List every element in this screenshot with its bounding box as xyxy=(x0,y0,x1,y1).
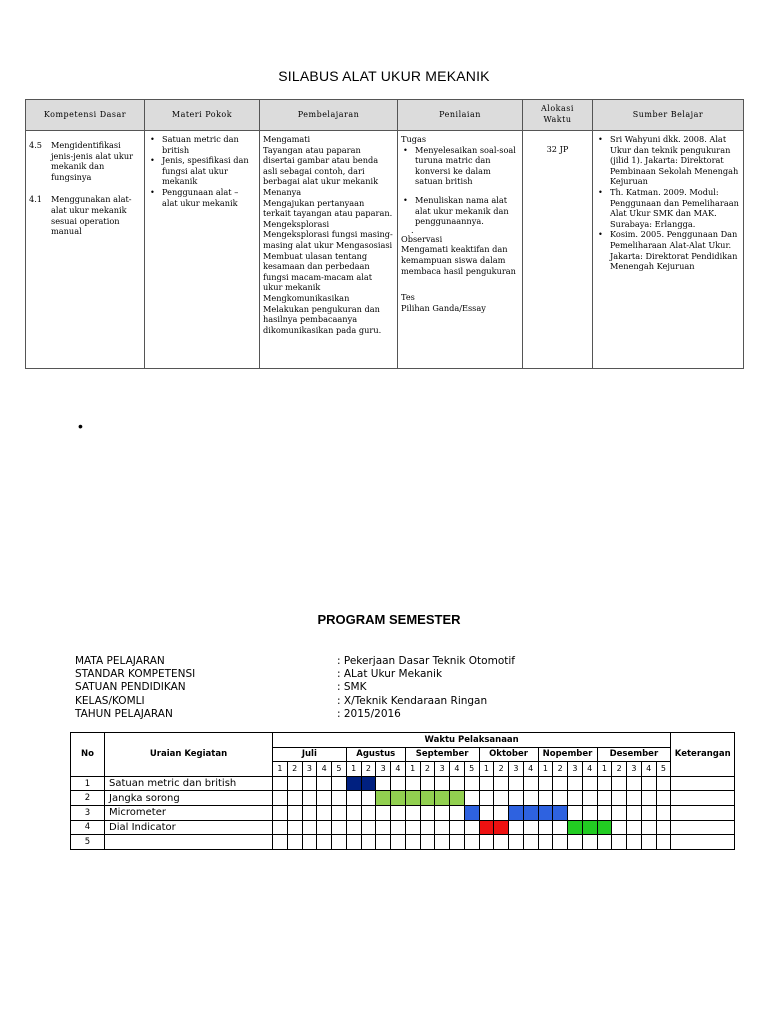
week-cell xyxy=(553,776,568,791)
tugas-label: Tugas xyxy=(401,134,427,144)
week-cell xyxy=(405,805,420,820)
week-number: 4 xyxy=(641,762,656,777)
week-number: 4 xyxy=(317,762,332,777)
week-cell xyxy=(523,805,538,820)
week-number: 1 xyxy=(405,762,420,777)
week-cell xyxy=(391,835,406,850)
keterangan-cell xyxy=(671,791,735,806)
week-cell xyxy=(553,791,568,806)
week-cell xyxy=(376,805,391,820)
week-cell xyxy=(302,791,317,806)
week-cell xyxy=(627,835,642,850)
pembelajaran-line: Mengkomunikasikan xyxy=(263,292,350,303)
week-cell xyxy=(509,776,524,791)
week-cell xyxy=(391,791,406,806)
table-row xyxy=(71,820,735,835)
week-number: 2 xyxy=(494,762,509,777)
week-cell xyxy=(568,805,583,820)
sumber-item: • Sri Wahyuni dkk. 2008. Alat Ukur dan teknik pengukuran (jilid 1). Jakarta: Direktorat Pembinaan Sekolah Menengah Kejuruan xyxy=(596,134,740,187)
table-row xyxy=(71,776,735,791)
alokasi-cell xyxy=(523,131,593,369)
pembelajaran-line: Mengajukan pertanyaan terkait tayangan atau paparan. xyxy=(263,197,393,219)
kompetensi-text: Menggunakan alat-alat ukur mekanik sesuai operation manual xyxy=(51,194,132,237)
row-number: 1 xyxy=(71,776,105,791)
tes-text: Pilihan Ganda/Essay xyxy=(401,302,486,313)
week-cell xyxy=(450,835,465,850)
week-cell xyxy=(332,791,347,806)
week-cell xyxy=(287,791,302,806)
sumber-cell xyxy=(593,131,744,369)
week-cell xyxy=(641,820,656,835)
week-cell xyxy=(582,776,597,791)
meta-row xyxy=(75,681,515,694)
week-cell xyxy=(317,776,332,791)
week-cell xyxy=(538,835,553,850)
month-header: Agustus xyxy=(346,747,405,762)
header-pembelajaran: Pembelajaran xyxy=(260,100,398,131)
week-cell xyxy=(302,820,317,835)
week-cell xyxy=(450,820,465,835)
week-cell xyxy=(523,835,538,850)
activity-name: Jangka sorong xyxy=(105,791,273,806)
kompetensi-item xyxy=(29,140,141,182)
week-cell xyxy=(376,791,391,806)
week-cell xyxy=(582,805,597,820)
meta-label: STANDAR KOMPETENSI xyxy=(75,668,196,681)
silabus-title: SILABUS ALAT UKUR MEKANIK xyxy=(278,68,490,84)
header-uraian: Uraian Kegiatan xyxy=(105,733,273,777)
week-cell xyxy=(494,791,509,806)
pembelajaran-cell xyxy=(260,131,398,369)
table-row xyxy=(71,805,735,820)
kompetensi-text: Mengidentifikasi jenis-jenis alat ukur mekanik dan fungsinya xyxy=(51,140,134,182)
week-cell xyxy=(494,835,509,850)
week-cell xyxy=(656,835,671,850)
week-cell xyxy=(582,791,597,806)
week-number: 3 xyxy=(376,762,391,777)
meta-row xyxy=(75,655,515,668)
alokasi-value: 32 JP xyxy=(546,144,569,154)
week-cell xyxy=(597,820,612,835)
tes-label: Tes xyxy=(401,292,415,303)
week-cell xyxy=(612,791,627,806)
meta-label: KELAS/KOMLI xyxy=(75,694,145,707)
week-cell xyxy=(523,791,538,806)
week-cell xyxy=(346,820,361,835)
week-cell xyxy=(509,805,524,820)
header-penilaian: Penilaian xyxy=(398,100,523,131)
month-header: Oktober xyxy=(479,747,538,762)
week-cell xyxy=(287,820,302,835)
materi-item: • Satuan metric dan british xyxy=(148,134,256,155)
week-cell xyxy=(435,805,450,820)
week-cell xyxy=(627,776,642,791)
meta-value: : Pekerjaan Dasar Teknik Otomotif xyxy=(337,655,515,667)
meta-value: : SMK xyxy=(337,681,367,694)
week-cell xyxy=(582,820,597,835)
week-cell xyxy=(346,835,361,850)
week-cell xyxy=(568,835,583,850)
keterangan-cell xyxy=(671,835,735,850)
week-cell xyxy=(420,791,435,806)
week-cell xyxy=(612,776,627,791)
meta-value: : X/Teknik Kendaraan Ringan xyxy=(337,694,488,707)
activity-name xyxy=(105,835,273,850)
activity-name: Dial Indicator xyxy=(105,820,273,835)
week-cell xyxy=(317,835,332,850)
week-number: 1 xyxy=(538,762,553,777)
week-cell xyxy=(553,820,568,835)
week-cell xyxy=(612,820,627,835)
week-cell xyxy=(597,776,612,791)
week-cell xyxy=(612,805,627,820)
week-cell xyxy=(317,791,332,806)
meta-row xyxy=(75,695,515,708)
week-cell xyxy=(273,791,288,806)
week-cell xyxy=(568,776,583,791)
week-cell xyxy=(479,791,494,806)
week-cell xyxy=(627,791,642,806)
week-number: 1 xyxy=(479,762,494,777)
week-number: 3 xyxy=(302,762,317,777)
week-number: 2 xyxy=(612,762,627,777)
week-cell xyxy=(568,791,583,806)
meta-label: MATA PELAJARAN xyxy=(75,655,165,667)
week-cell xyxy=(361,820,376,835)
week-cell xyxy=(405,791,420,806)
meta-value: : 2015/2016 xyxy=(337,707,401,720)
week-cell xyxy=(287,835,302,850)
month-header: Nopember xyxy=(538,747,597,762)
header-no: No xyxy=(71,733,105,777)
week-cell xyxy=(405,835,420,850)
week-cell xyxy=(509,791,524,806)
week-number: 5 xyxy=(656,762,671,777)
week-cell xyxy=(332,805,347,820)
week-cell xyxy=(420,805,435,820)
week-cell xyxy=(435,820,450,835)
week-cell xyxy=(405,776,420,791)
program-semester-table xyxy=(70,732,735,850)
week-cell xyxy=(553,805,568,820)
week-cell xyxy=(509,835,524,850)
week-number: 1 xyxy=(273,762,288,777)
week-cell xyxy=(582,835,597,850)
table-row xyxy=(71,791,735,806)
activity-name: Satuan metric dan british xyxy=(105,776,273,791)
week-cell xyxy=(553,835,568,850)
kompetensi-number: 4.5 xyxy=(29,140,43,150)
week-cell xyxy=(420,835,435,850)
week-number: 5 xyxy=(332,762,347,777)
week-cell xyxy=(435,776,450,791)
week-cell xyxy=(346,776,361,791)
week-cell xyxy=(287,776,302,791)
week-cell xyxy=(376,820,391,835)
meta-row xyxy=(75,668,515,681)
week-cell xyxy=(627,805,642,820)
header-keterangan: Keterangan xyxy=(671,733,735,777)
week-cell xyxy=(302,805,317,820)
week-cell xyxy=(464,805,479,820)
penilaian-cell xyxy=(398,131,523,369)
row-number: 5 xyxy=(71,835,105,850)
penilaian-dot: . xyxy=(411,224,414,235)
week-cell xyxy=(464,820,479,835)
week-cell xyxy=(523,820,538,835)
week-cell xyxy=(302,835,317,850)
week-cell xyxy=(597,791,612,806)
week-cell xyxy=(450,805,465,820)
week-cell xyxy=(597,835,612,850)
tugas-item: • Menuliskan nama alat alat ukur mekanik dan penggunaannya. xyxy=(401,195,519,227)
kompetensi-item xyxy=(29,194,141,236)
stray-bullet: • xyxy=(78,418,83,434)
week-number: 3 xyxy=(509,762,524,777)
silabus-table xyxy=(25,99,744,369)
header-waktu: Waktu Pelaksanaan xyxy=(273,733,671,748)
keterangan-cell xyxy=(671,776,735,791)
tugas-item: • Menyelesaikan soal-soal turuna matric dan konversi ke dalam satuan british xyxy=(401,145,519,187)
week-cell xyxy=(332,820,347,835)
sumber-item: • Kosim. 2005. Penggunaan Dan Pemeliharaan Alat-Alat Ukur. Jakarta: Direktorat Pendidikan Menengah Kejuruan xyxy=(596,229,740,271)
week-number: 4 xyxy=(450,762,465,777)
week-cell xyxy=(450,791,465,806)
week-cell xyxy=(464,835,479,850)
kompetensi-number: 4.1 xyxy=(29,194,43,205)
meta-label: TAHUN PELAJARAN xyxy=(75,707,173,720)
header-row xyxy=(71,733,735,748)
row-number: 3 xyxy=(71,805,105,820)
pembelajaran-line: Melakukan pengukuran dan hasilnya pembacaanya dikomunikasikan pada guru. xyxy=(263,303,382,335)
month-header: September xyxy=(405,747,479,762)
silabus-content-row xyxy=(26,131,744,369)
row-number: 2 xyxy=(71,791,105,806)
week-cell xyxy=(420,776,435,791)
pembelajaran-line: Mengeksplorasi fungsi masing-masing alat ukur Mengasosiasi xyxy=(263,229,393,250)
materi-item: • Penggunaan alat – alat ukur mekanik xyxy=(148,187,256,208)
week-cell xyxy=(494,820,509,835)
week-cell xyxy=(287,805,302,820)
week-number: 2 xyxy=(553,762,568,777)
week-cell xyxy=(273,835,288,850)
week-cell xyxy=(479,835,494,850)
week-number: 4 xyxy=(582,762,597,777)
week-cell xyxy=(273,820,288,835)
week-cell xyxy=(597,805,612,820)
week-cell xyxy=(641,835,656,850)
week-cell xyxy=(641,805,656,820)
week-cell xyxy=(361,776,376,791)
week-number: 4 xyxy=(523,762,538,777)
week-cell xyxy=(405,820,420,835)
week-cell xyxy=(479,820,494,835)
keterangan-cell xyxy=(671,820,735,835)
week-number: 4 xyxy=(391,762,406,777)
week-cell xyxy=(523,776,538,791)
week-cell xyxy=(273,776,288,791)
program-title: PROGRAM SEMESTER xyxy=(317,612,461,627)
week-number: 2 xyxy=(420,762,435,777)
week-number: 5 xyxy=(464,762,479,777)
week-cell xyxy=(435,835,450,850)
week-cell xyxy=(479,776,494,791)
meta-row xyxy=(75,708,515,721)
week-cell xyxy=(376,835,391,850)
header-alokasi: Alokasi Waktu xyxy=(523,100,593,131)
week-cell xyxy=(332,835,347,850)
week-cell xyxy=(568,820,583,835)
week-cell xyxy=(656,820,671,835)
pembelajaran-line: Membuat ulasan tentang kesamaan dan perbedaan fungsi macam-macam alat ukur mekanik xyxy=(263,250,373,293)
week-number: 3 xyxy=(627,762,642,777)
week-cell xyxy=(464,791,479,806)
week-cell xyxy=(612,835,627,850)
sumber-item: • Th. Katman. 2009. Modul: Penggunaan dan Pemeliharaan Alat Ukur SMK dan MAK. Surabaya: Erlangga. xyxy=(596,187,740,229)
month-header: Juli xyxy=(273,747,347,762)
activity-name: Micrometer xyxy=(105,805,273,820)
header-kompetensi: Kompetensi Dasar xyxy=(26,100,145,131)
week-cell xyxy=(494,805,509,820)
week-number: 3 xyxy=(568,762,583,777)
week-cell xyxy=(538,805,553,820)
week-cell xyxy=(538,776,553,791)
materi-item: • Jenis, spesifikasi dan fungsi alat ukur mekanik xyxy=(148,155,256,187)
week-cell xyxy=(641,776,656,791)
week-cell xyxy=(376,776,391,791)
week-cell xyxy=(509,820,524,835)
header-materi: Materi Pokok xyxy=(145,100,260,131)
week-cell xyxy=(317,820,332,835)
week-cell xyxy=(538,791,553,806)
silabus-header-row xyxy=(26,100,744,131)
week-cell xyxy=(391,820,406,835)
week-cell xyxy=(346,791,361,806)
week-number: 1 xyxy=(597,762,612,777)
observasi-label: Observasi xyxy=(401,233,443,244)
week-cell xyxy=(317,805,332,820)
meta-label: SATUAN PENDIDIKAN xyxy=(75,681,186,694)
week-cell xyxy=(361,835,376,850)
week-number: 2 xyxy=(287,762,302,777)
week-cell xyxy=(332,776,347,791)
week-cell xyxy=(656,776,671,791)
pembelajaran-line: Mengamati xyxy=(263,134,311,144)
week-cell xyxy=(538,820,553,835)
pembelajaran-line: Mengeksplorasi xyxy=(263,218,330,229)
materi-cell xyxy=(145,131,260,369)
week-cell xyxy=(420,820,435,835)
month-header: Desember xyxy=(597,747,671,762)
observasi-text: Mengamati keaktifan dan kemampuan siswa dalam membaca hasil pengukuran xyxy=(401,244,516,276)
keterangan-cell xyxy=(671,805,735,820)
week-cell xyxy=(494,776,509,791)
table-row xyxy=(71,835,735,850)
row-number: 4 xyxy=(71,820,105,835)
week-number: 2 xyxy=(361,762,376,777)
week-number: 1 xyxy=(346,762,361,777)
week-cell xyxy=(361,791,376,806)
meta-value: : ALat Ukur Mekanik xyxy=(337,668,443,681)
week-cell xyxy=(656,805,671,820)
week-number: 3 xyxy=(435,762,450,777)
week-cell xyxy=(391,776,406,791)
kompetensi-cell xyxy=(26,131,145,369)
program-meta xyxy=(75,655,515,721)
week-cell xyxy=(435,791,450,806)
week-cell xyxy=(273,805,288,820)
header-sumber: Sumber Belajar xyxy=(593,100,744,131)
week-cell xyxy=(656,791,671,806)
week-cell xyxy=(479,805,494,820)
week-cell xyxy=(641,791,656,806)
week-cell xyxy=(450,776,465,791)
week-cell xyxy=(361,805,376,820)
week-cell xyxy=(391,805,406,820)
pembelajaran-line: Tayangan atau paparan disertai gambar atau benda asli sebagai contoh, dari berbagai alat ukur mekanik Menanya xyxy=(263,144,379,197)
week-cell xyxy=(346,805,361,820)
week-cell xyxy=(302,776,317,791)
week-cell xyxy=(627,820,642,835)
week-cell xyxy=(464,776,479,791)
